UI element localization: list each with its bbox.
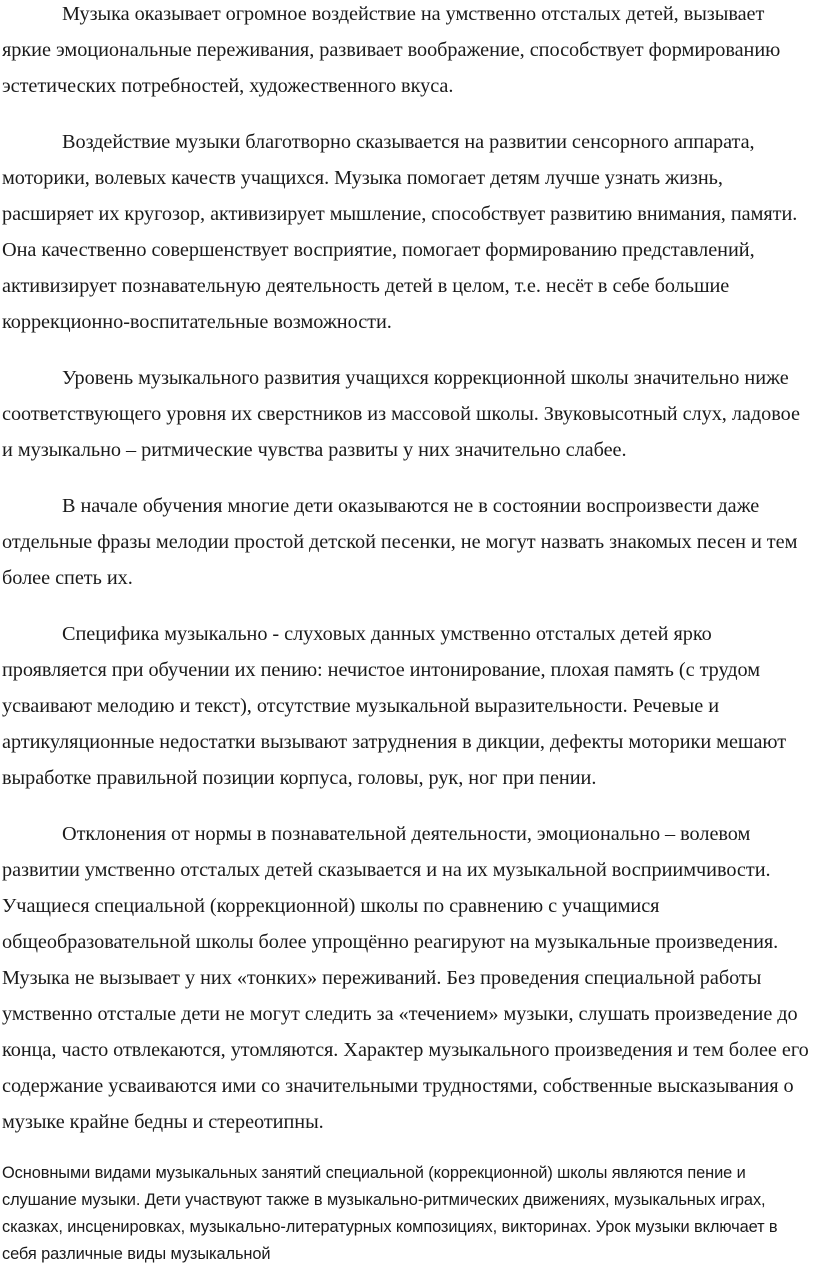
paragraph-music-influence: Музыка оказывает огромное воздействие на умственно отсталых детей, вызывает яркие эмоциональные переживания, развивает воображение, способствует формированию эстетических потребностей, художественного вкуса. xyxy=(2,3,781,97)
paragraph-perception-deviations: Отклонения от нормы в познавательной деятельности, эмоционально – волевом развитии умственно отсталых детей сказывается и на их музыкальной восприимчивости. Учащиеся специальной (коррекционной) школы по сравнению с учащимися общеобразовательной школы более упрощённо реагируют на музыкальные произведения. Музыка не вызывает у них «тонких» переживаний. Без проведения специальной работы умственно отсталые дети не могут следить за «течением» музыки, слушать произведение до конца, часто отвлекаются, утомляются. Характер музыкального произведения и тем более его содержание усваиваются ими со значительными трудностями, собственные высказывания о музыке крайне бедны и стереотипны. xyxy=(2,823,809,1133)
paragraph-singing-specifics: Специфика музыкально - слуховых данных умственно отсталых детей ярко проявляется при обучении их пению: нечистое интонирование, плохая память (с трудом усваивают мелодию и текст), отсутствие музыкальной выразительности. Речевые и артикуляционные недостатки вызывают затруднения в дикции, дефекты моторики мешают выработке правильной позиции корпуса, головы, рук, ног при пении. xyxy=(2,623,787,789)
paragraph-lesson-types: Основными видами музыкальных занятий специальной (коррекционной) школы являются пение и слушание музыки. Дети участвуют также в музыкально-ритмических движениях, музыкальных играх, сказках, инсценировках, музыкально-литературных композициях, викторинах. Урок музыки включает в себя различные виды музыкальной xyxy=(2,1164,778,1263)
paragraph-music-benefits: Воздействие музыки благотворно сказывается на развитии сенсорного аппарата, моторики, волевых качеств учащихся. Музыка помогает детям лучше узнать жизнь, расширяет их кругозор, активизирует мышление, способствует развитию внимания, памяти. Она качественно совершенствует восприятие, помогает формированию представлений, активизирует познавательную деятельность детей в целом, т.е. несёт в себе большие коррекционно-воспитательные возможности. xyxy=(2,131,798,333)
paragraph-early-learning: В начале обучения многие дети оказываются не в состоянии воспроизвести даже отдельные фразы мелодии простой детской песенки, не могут назвать знакомых песен и тем более спеть их. xyxy=(2,495,798,589)
paragraph-development-level: Уровень музыкального развития учащихся коррекционной школы значительно ниже соответствующего уровня их сверстников из массовой школы. Звуковысотный слух, ладовое и музыкально – ритмические чувства развиты у них значительно слабее. xyxy=(2,367,800,461)
